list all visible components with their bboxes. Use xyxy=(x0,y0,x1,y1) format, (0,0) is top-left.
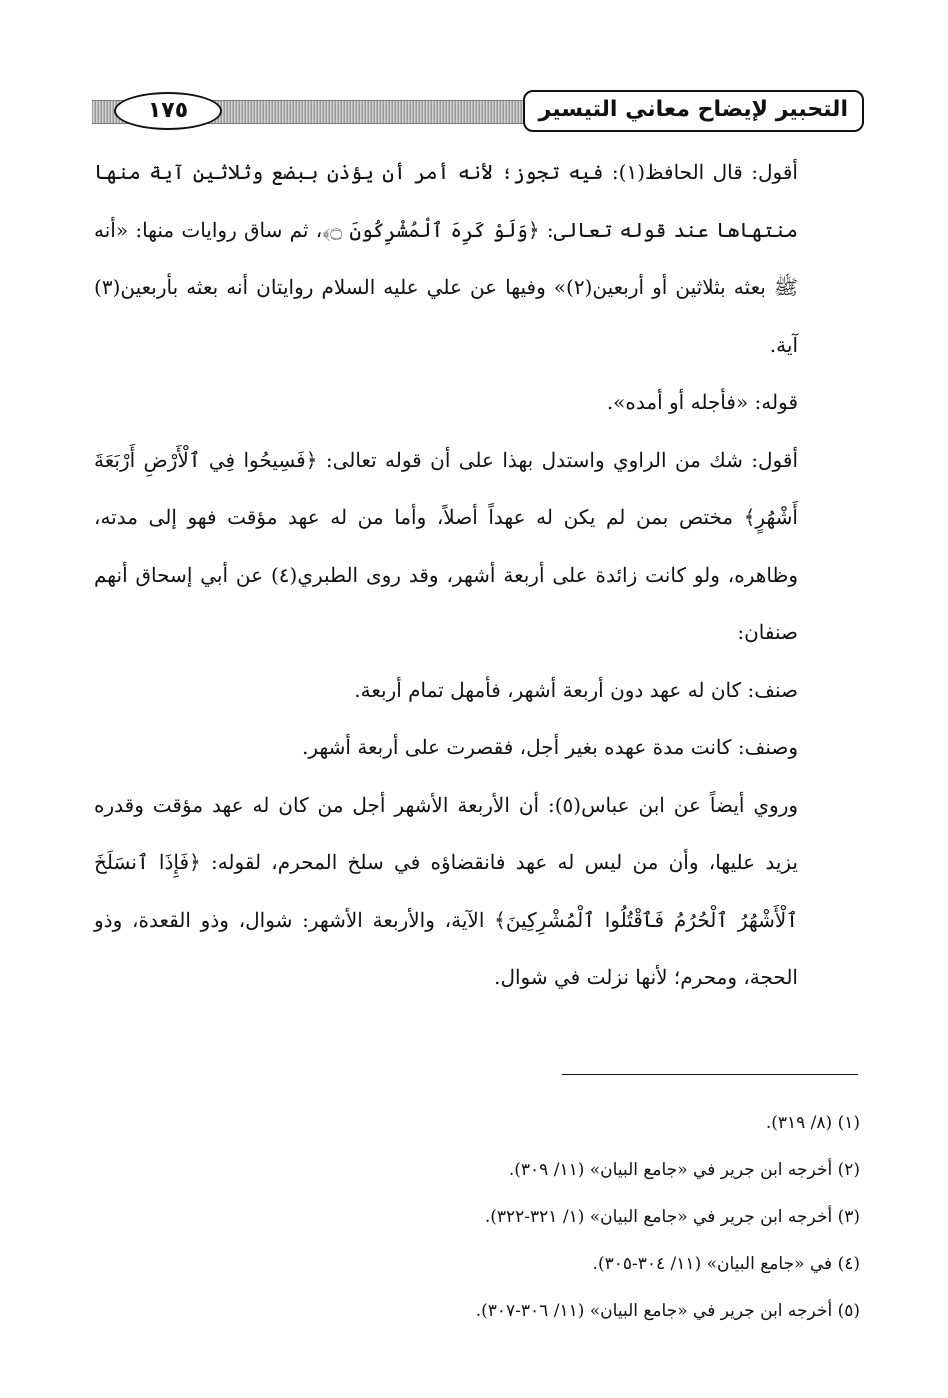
footnote-3: (٣) أخرجه ابن جرير في «جامع البيان» (١/ ٣٢١-٣٢٢). xyxy=(484,1207,860,1227)
paragraph-5: وصنف: كانت مدة عهده بغير أجل، فقصرت على أربعة أشهر. xyxy=(302,735,798,759)
book-title: التحبير لإيضاح معاني التيسير xyxy=(523,90,864,132)
running-header xyxy=(92,90,864,142)
footnote-1: (١) (٨/ ٣١٩). xyxy=(765,1113,860,1133)
footnote-5: (٥) أخرجه ابن جرير في «جامع البيان» (١١/ ٣٠٦-٣٠٧). xyxy=(475,1301,860,1321)
paragraph-1: أقول: قال الحافظ(١): فيه تجوز؛ لأنه أمر أن يؤذن ببضع وثلاثين آية منها منتهاها عند قوله تعالى: ﴿وَلَوْ كَرِهَ ٱلْمُشْرِكُونَ ۝﴾، ثم ساق روايات منها: «أنه ﷺ بعثه بثلاثين أو أربعين(٢)» وفيها عن علي عليه السلام روايتان أنه بعثه بأربعين(٣) آية. xyxy=(94,160,798,357)
main-text xyxy=(94,144,866,1007)
footnote-separator xyxy=(562,1074,858,1075)
page-number: ١٧٥ xyxy=(114,92,222,130)
footnote-4: (٤) في «جامع البيان» (١١/ ٣٠٤-٣٠٥). xyxy=(592,1254,860,1274)
paragraph-2: قوله: «فأجله أو أمده». xyxy=(606,390,798,414)
footnotes xyxy=(88,1100,860,1335)
paragraph-4: صنف: كان له عهد دون أربعة أشهر، فأمهل تمام أربعة. xyxy=(354,677,798,702)
paragraph-6: وروي أيضاً عن ابن عباس(٥): أن الأربعة الأشهر أجل من كان له عهد مؤقت وقدره يزيد عليها، وأن من ليس له عهد فانقضاؤه في سلخ المحرم، لقوله: ﴿فَإِذَا ٱنسَلَخَ ٱلْأَشْهُرُ ٱلْحُرُمُ فَٱقْتُلُوا ٱلْمُشْرِكِينَ﴾ الآية، والأربعة الأشهر: شوال، وذو القعدة، وذو الحجة، ومحرم؛ لأنها نزلت في شوال. xyxy=(94,792,799,989)
paragraph-3: أقول: شك من الراوي واستدل بهذا على أن قوله تعالى: ﴿فَسِيحُوا فِي ٱلْأَرْضِ أَرْبَعَةَ أَشْهُرٍ﴾ مختص بمن لم يكن له عهداً أصلاً، وأما من له عهد مؤقت فهو إلى مدته، وظاهره، ولو كانت زائدة على أربعة أشهر، وقد روى الطبري(٤) عن أبي إسحاق أنهم صنفان: xyxy=(94,447,798,644)
footnote-2: (٢) أخرجه ابن جرير في «جامع البيان» (١١/ ٣٠٩). xyxy=(508,1160,860,1180)
